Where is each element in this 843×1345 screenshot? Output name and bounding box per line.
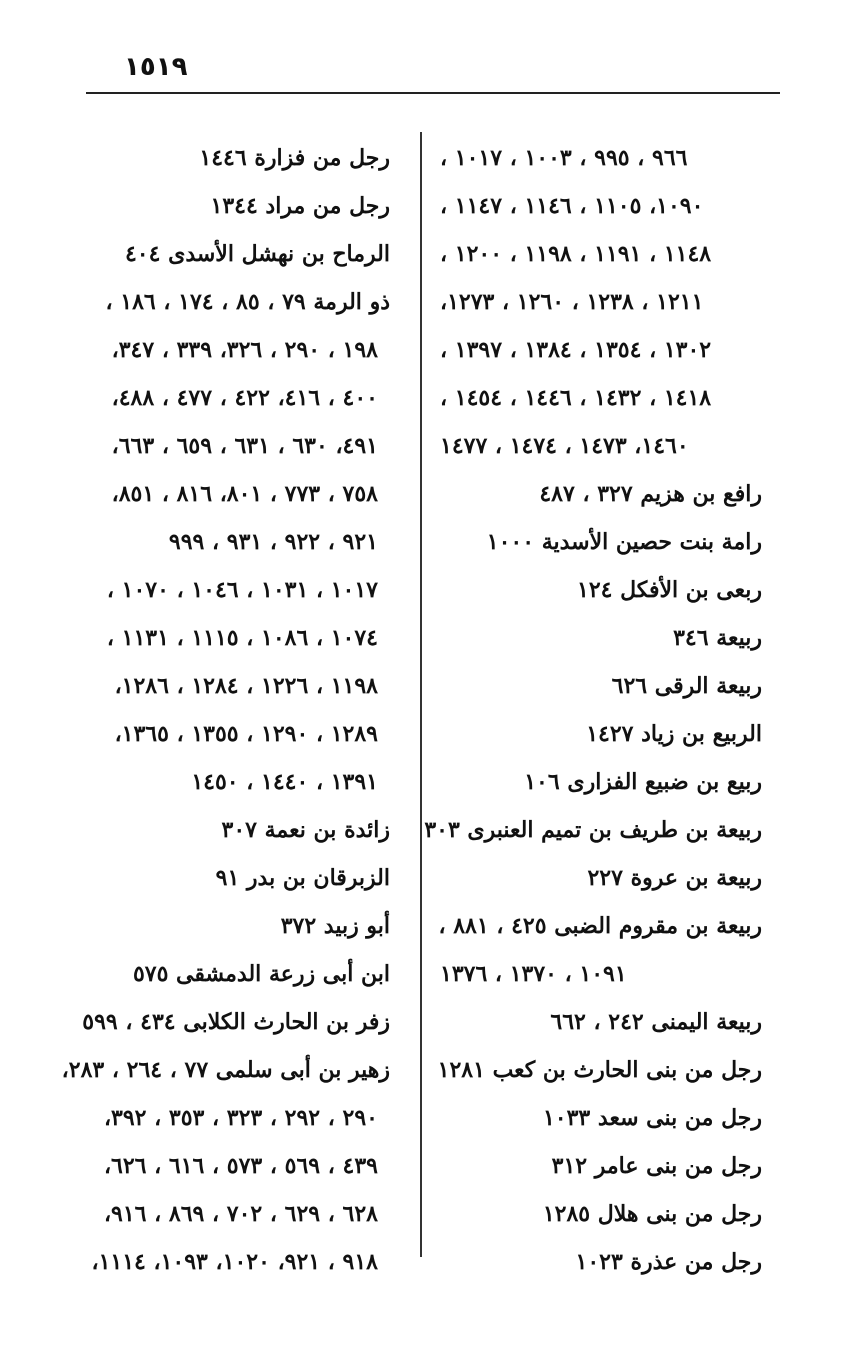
index-entry: ١٤١٨ ، ١٤٣٢ ، ١٤٤٦ ، ١٤٥٤ ، (440, 385, 712, 411)
index-entry: ذو الرمة ٧٩ ، ٨٥ ، ١٧٤ ، ١٨٦ ، (105, 289, 390, 315)
index-entry: الرماح بن نهشل الأسدى ٤٠٤ (124, 241, 390, 267)
index-entry: ١١٩٨ ، ١٢٢٦ ، ١٢٨٤ ، ١٢٨٦، (114, 673, 378, 699)
index-entry: رجل من بنى سعد ١٠٣٣ (542, 1105, 762, 1131)
index-entry: رافع بن هزيم ٣٢٧ ، ٤٨٧ (539, 481, 762, 507)
index-entry: ربيعة بن طريف بن تميم العنبرى ٣٠٣ (424, 817, 762, 843)
index-entry: ١٤٦٠، ١٤٧٣ ، ١٤٧٤ ، ١٤٧٧ (440, 433, 689, 459)
right-column (424, 136, 762, 1288)
index-entry: ١٠٧٤ ، ١٠٨٦ ، ١١١٥ ، ١١٣١ ، (106, 625, 378, 651)
index-entry: ٩٦٦ ، ٩٩٥ ، ١٠٠٣ ، ١٠١٧ ، (440, 145, 688, 171)
index-entry: رجل من بنى عامر ٣١٢ (551, 1153, 762, 1179)
index-entry: رجل من عذرة ١٠٢٣ (575, 1249, 762, 1275)
index-entry: ربيعة الرقى ٦٢٦ (611, 673, 762, 699)
index-entry: ٩١٨ ، ٩٢١، ١٠٢٠، ١٠٩٣، ١١١٤، (91, 1249, 378, 1275)
index-entry: ١٠١٧ ، ١٠٣١ ، ١٠٤٦ ، ١٠٧٠ ، (106, 577, 378, 603)
index-entry: أبو زبيد ٣٧٢ (280, 913, 390, 939)
index-entry: زهير بن أبى سلمى ٧٧ ، ٢٦٤ ، ٢٨٣، (61, 1057, 390, 1083)
index-entry: رجل من بنى الحارث بن كعب ١٢٨١ (437, 1057, 762, 1083)
index-entry: ربيعة بن عروة ٢٢٧ (587, 865, 762, 891)
index-entry: ٤٩١، ٦٣٠ ، ٦٣١ ، ٦٥٩ ، ٦٦٣، (111, 433, 378, 459)
index-entry: ابن أبى زرعة الدمشقى ٥٧٥ (132, 961, 390, 987)
index-entry: زائدة بن نعمة ٣٠٧ (221, 817, 390, 843)
page-number: ١٥١٩ (124, 52, 188, 82)
index-entry: رجل من مراد ١٣٤٤ (210, 193, 390, 219)
column-divider (420, 132, 422, 1257)
index-entry: ٢٩٠ ، ٢٩٢ ، ٣٢٣ ، ٣٥٣ ، ٣٩٢، (103, 1105, 378, 1131)
index-entry: ١٩٨ ، ٢٩٠ ، ٣٢٦، ٣٣٩ ، ٣٤٧، (111, 337, 378, 363)
index-entry: ٦٢٨ ، ٦٢٩ ، ٧٠٢ ، ٨٦٩ ، ٩١٦، (103, 1201, 378, 1227)
index-entry: ربعى بن الأفكل ١٢٤ (577, 577, 762, 603)
index-entry: الزبرقان بن بدر ٩١ (215, 865, 390, 891)
left-column (61, 136, 390, 1288)
index-entry: ١١٤٨ ، ١١٩١ ، ١١٩٨ ، ١٢٠٠ ، (440, 241, 712, 267)
index-entry: ١٣٠٢ ، ١٣٥٤ ، ١٣٨٤ ، ١٣٩٧ ، (440, 337, 712, 363)
index-entry: ١٣٩١ ، ١٤٤٠ ، ١٤٥٠ (191, 769, 378, 795)
header-rule (86, 92, 780, 94)
index-entry: ١٢٨٩ ، ١٢٩٠ ، ١٣٥٥ ، ١٣٦٥، (114, 721, 378, 747)
index-entry: ٤٣٩ ، ٥٦٩ ، ٥٧٣ ، ٦١٦ ، ٦٢٦، (103, 1153, 378, 1179)
index-entry: رجل من فزارة ١٤٤٦ (199, 145, 390, 171)
index-entry: ٩٢١ ، ٩٢٢ ، ٩٣١ ، ٩٩٩ (168, 529, 378, 555)
index-entry: ١٠٩١ ، ١٣٧٠ ، ١٣٧٦ (440, 961, 627, 987)
index-entry: زفر بن الحارث الكلابى ٤٣٤ ، ٥٩٩ (82, 1009, 390, 1035)
index-entry: ربيعة اليمنى ٢٤٢ ، ٦٦٢ (550, 1009, 762, 1035)
index-entry: ربيعة ٣٤٦ (673, 625, 762, 651)
index-entry: ربيع بن ضبيع الفزارى ١٠٦ (524, 769, 762, 795)
index-entry: ٧٥٨ ، ٧٧٣ ، ٨٠١، ٨١٦ ، ٨٥١، (111, 481, 378, 507)
index-entry: ٤٠٠ ، ٤١٦، ٤٢٢ ، ٤٧٧ ، ٤٨٨، (111, 385, 378, 411)
index-entry: ١٠٩٠، ١١٠٥ ، ١١٤٦ ، ١١٤٧ ، (440, 193, 704, 219)
index-entry: الربيع بن زياد ١٤٢٧ (586, 721, 762, 747)
index-entry: رجل من بنى هلال ١٢٨٥ (542, 1201, 762, 1227)
index-entry: رامة بنت حصين الأسدية ١٠٠٠ (486, 529, 762, 555)
index-entry: ١٢١١ ، ١٢٣٨ ، ١٢٦٠ ، ١٢٧٣، (440, 289, 704, 315)
index-entry: ربيعة بن مقروم الضبى ٤٢٥ ، ٨٨١ ، (438, 913, 762, 939)
